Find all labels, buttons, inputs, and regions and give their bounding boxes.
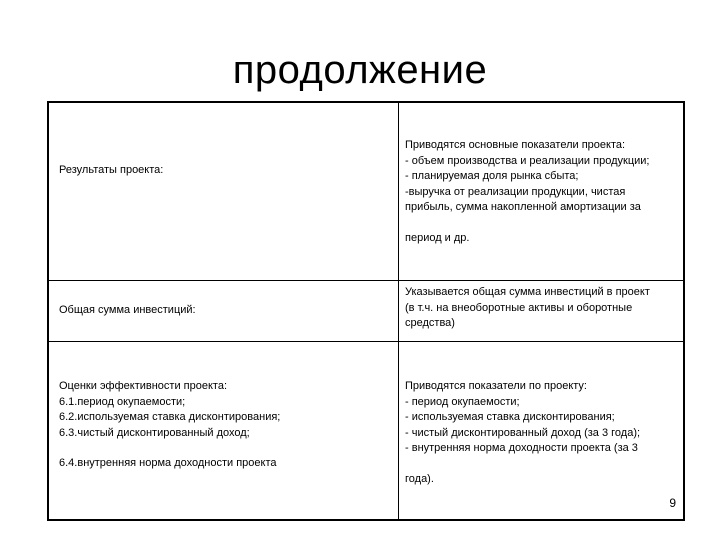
row-divider	[49, 341, 683, 342]
cell-text: - используемая ставка дисконтирования;	[405, 411, 615, 423]
cell-text: Приводятся основные показатели проекта:	[405, 139, 626, 151]
content-table	[47, 101, 685, 521]
cell-text: 6.3.чистый дисконтированный доход;	[59, 426, 250, 439]
cell-text: - объем производства и реализации продукции;	[405, 154, 650, 167]
cell-text: Оценки эффективности проекта:	[59, 380, 227, 392]
cell-text: Общая сумма инвестиций:	[59, 304, 196, 316]
cell-text: Результаты проекта:	[59, 164, 164, 176]
column-divider	[398, 103, 399, 519]
table-cell-left-investments	[59, 303, 196, 319]
cell-text: года).	[405, 472, 434, 485]
cell-text: - чистый дисконтированный доход (за 3 года);	[405, 426, 641, 439]
cell-text: (в т.ч. на внеоборотные активы и оборотные	[405, 301, 633, 314]
cell-text: -выручка от реализации продукции, чистая	[405, 185, 626, 198]
cell-text: 6.1.период окупаемости;	[59, 395, 186, 408]
cell-text: Указывается общая сумма инвестиций в проект	[405, 286, 650, 298]
table-cell-right-investments	[405, 285, 650, 332]
cell-text: - внутренняя норма доходности проекта (за 3	[405, 442, 638, 454]
cell-text: период и др.	[405, 231, 470, 244]
table-cell-right-efficiency	[405, 379, 640, 487]
table-cell-left-results	[59, 163, 163, 179]
cell-text: прибыль, сумма накопленной амортизации за	[405, 201, 641, 213]
cell-text: средства)	[405, 317, 455, 329]
table-cell-left-efficiency	[59, 379, 280, 472]
cell-text: Приводятся показатели по проекту:	[405, 380, 587, 392]
slide-title: продолжение	[232, 48, 488, 92]
page-number: 9	[669, 496, 676, 510]
cell-text: 6.2.используемая ставка дисконтирования;	[59, 411, 281, 423]
cell-text: 6.4.внутренняя норма доходности проекта	[59, 457, 277, 469]
cell-text: - период окупаемости;	[405, 395, 520, 408]
row-divider	[49, 280, 683, 281]
cell-text: - планируемая доля рынка сбыта;	[405, 170, 579, 182]
table-cell-right-results	[405, 138, 649, 246]
